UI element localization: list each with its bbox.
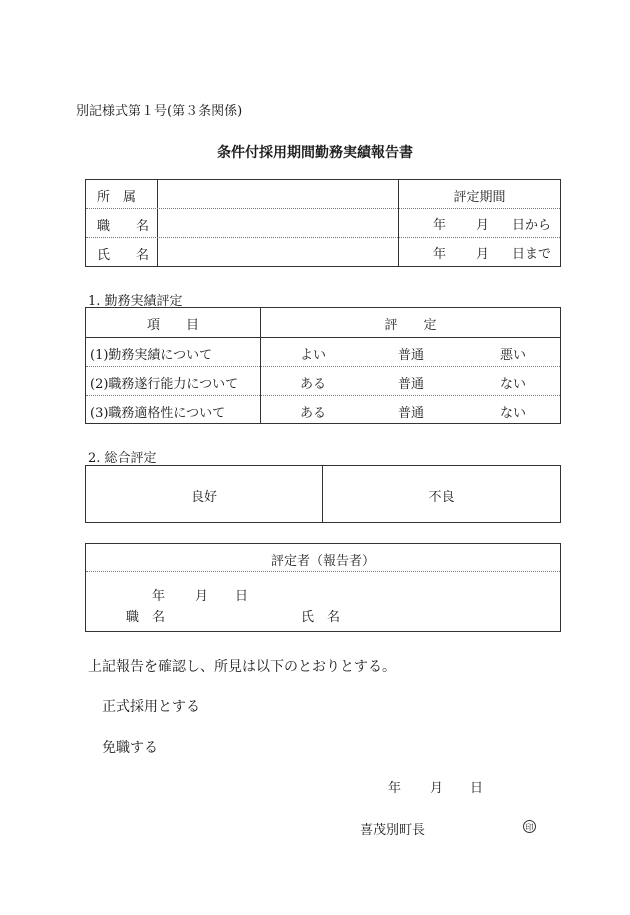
section2-title: 2. 総合評定 <box>88 451 157 466</box>
label-name: 氏 名 <box>97 248 150 263</box>
signer-title: 喜茂別町長 <box>360 823 426 838</box>
row-separator <box>399 237 560 238</box>
header-separator <box>86 571 560 572</box>
option-good[interactable]: ある <box>300 406 327 421</box>
option-average[interactable]: 普通 <box>398 377 425 392</box>
row-item: (1)勤務実績について <box>90 348 213 363</box>
period-from-year: 年 <box>433 218 447 233</box>
seal-icon: 印 <box>523 820 536 833</box>
row-item: (3)職務適格性について <box>90 406 226 421</box>
confirm-day: 日 <box>470 781 484 796</box>
row-item: (2)職務遂行能力について <box>90 377 239 392</box>
option-good[interactable]: よい <box>300 348 327 363</box>
period-to-year: 年 <box>433 247 447 262</box>
evaluator-header: 評定者（報告者） <box>270 554 375 569</box>
evaluator-post-label: 職 名 <box>126 610 166 625</box>
period-from-month: 月 <box>476 218 490 233</box>
period-header: 評定期間 <box>453 190 506 205</box>
option-average[interactable]: 普通 <box>398 406 425 421</box>
option-bad[interactable]: ない <box>500 377 527 392</box>
option-formal-appointment[interactable]: 正式採用とする <box>102 699 200 715</box>
col-item-header: 項 目 <box>146 318 199 333</box>
row-separator <box>86 366 560 367</box>
col-rating-header: 評 定 <box>384 318 437 333</box>
confirm-year: 年 <box>388 781 402 796</box>
period-to-month: 月 <box>476 247 490 262</box>
row-separator <box>399 208 560 209</box>
evaluator-name-label: 氏 名 <box>301 610 341 625</box>
period-from-day: 日から <box>512 218 552 233</box>
header-separator <box>85 337 561 338</box>
row-separator <box>86 395 560 396</box>
overall-bad[interactable]: 不良 <box>428 490 455 505</box>
label-position: 職 名 <box>97 219 150 234</box>
evaluator-day: 日 <box>235 589 249 604</box>
page-title: 条件付採用期間勤務実績報告書 <box>217 145 413 161</box>
option-bad[interactable]: 悪い <box>500 348 527 363</box>
confirm-month: 月 <box>430 781 444 796</box>
option-dismissal[interactable]: 免職する <box>102 740 158 756</box>
option-average[interactable]: 普通 <box>398 348 425 363</box>
option-bad[interactable]: ない <box>500 406 527 421</box>
section1-title: 1. 勤務実績評定 <box>88 294 183 309</box>
affiliation-field[interactable] <box>158 180 397 208</box>
period-to-day: 日まで <box>512 247 552 262</box>
confirmation-text: 上記報告を確認し、所見は以下のとおりとする。 <box>88 659 396 675</box>
position-field[interactable] <box>158 209 397 237</box>
name-field[interactable] <box>158 238 397 266</box>
evaluator-month: 月 <box>195 589 209 604</box>
option-good[interactable]: ある <box>300 377 327 392</box>
evaluator-year: 年 <box>152 589 166 604</box>
form-reference: 別記様式第１号(第３条関係) <box>76 104 243 119</box>
overall-good[interactable]: 良好 <box>190 490 217 505</box>
label-affiliation: 所 属 <box>97 190 137 205</box>
